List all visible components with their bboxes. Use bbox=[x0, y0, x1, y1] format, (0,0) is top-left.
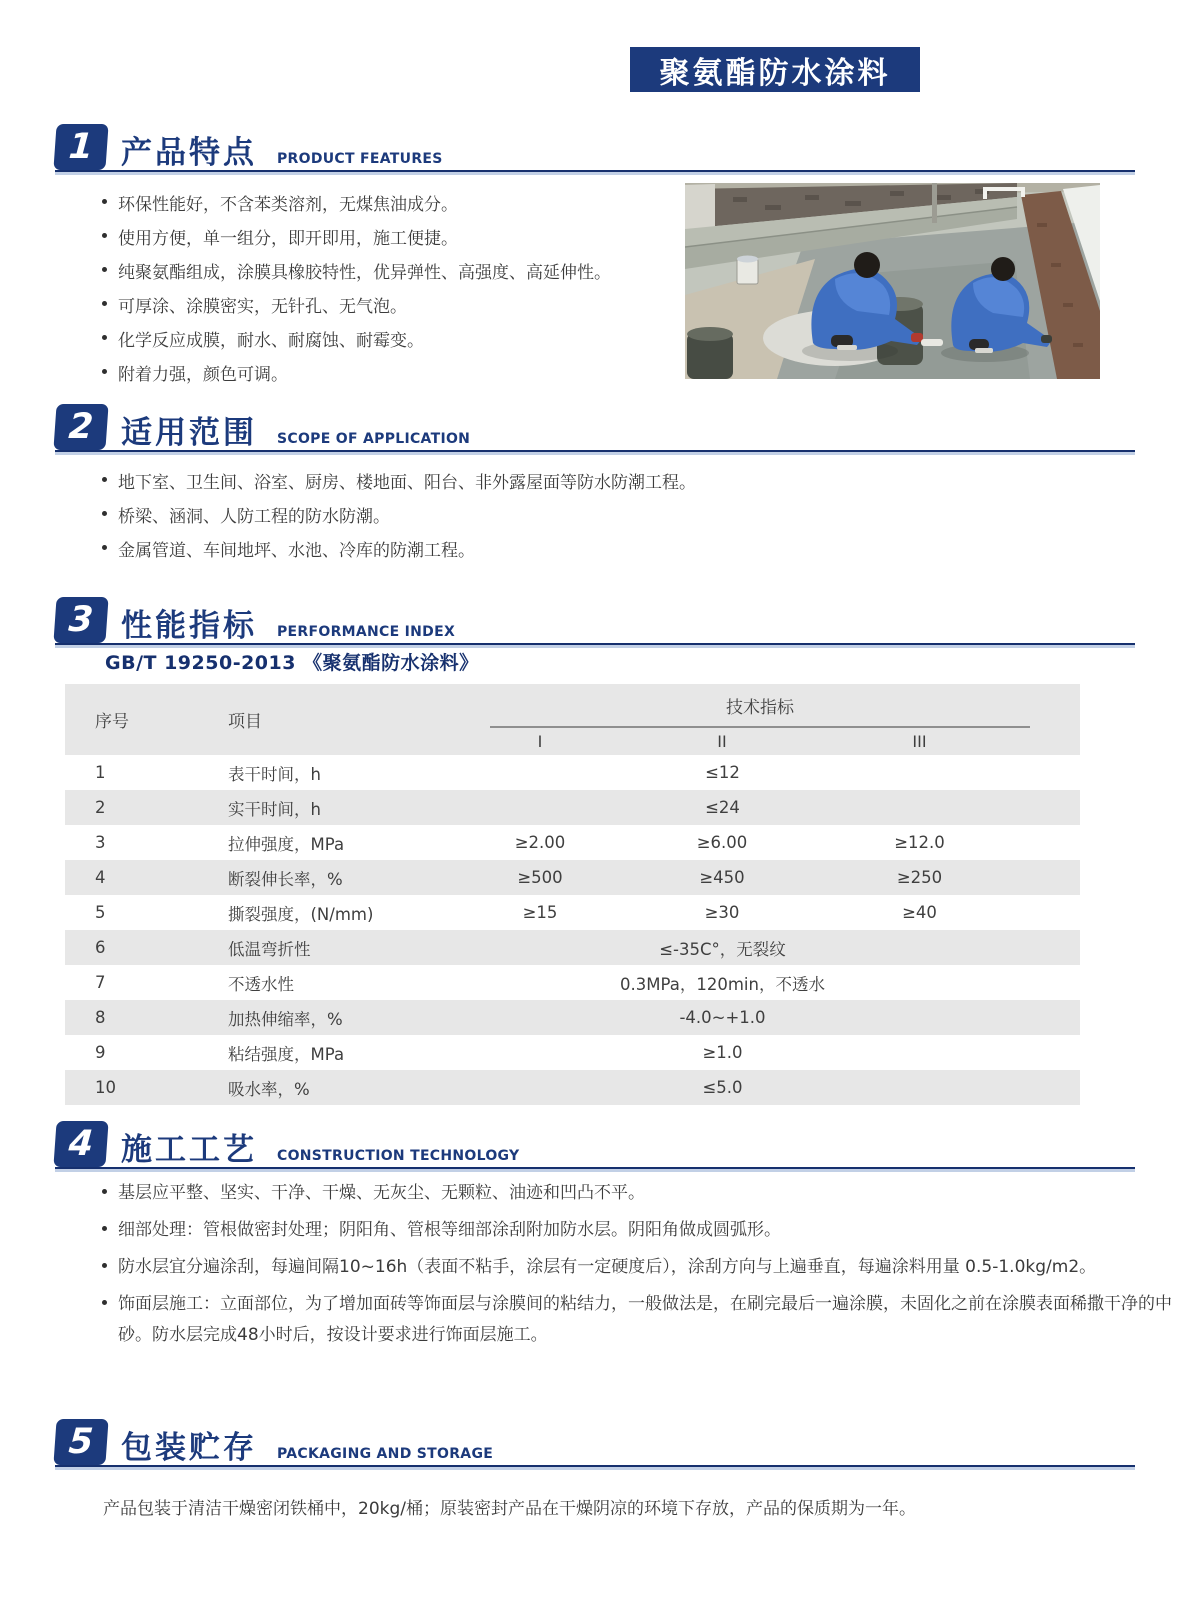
section-3-header bbox=[55, 597, 1135, 645]
feature-bullet: 可厚涂、涂膜密实，无针孔、无气泡。 bbox=[100, 290, 700, 324]
product-title-banner bbox=[630, 47, 920, 92]
packaging-storage-text: 产品包装于清洁干燥密闭铁桶中，20kg/桶；原装密封产品在干燥阴凉的环境下存放，产品的保质期为一年。 bbox=[103, 1499, 916, 1519]
product-photo bbox=[685, 183, 1100, 379]
application-bullet: 桥梁、涵洞、人防工程的防水防潮。 bbox=[100, 500, 880, 534]
feature-bullet: 化学反应成膜，耐水、耐腐蚀、耐霉变。 bbox=[100, 324, 700, 358]
section-4-header bbox=[55, 1121, 1135, 1169]
section-3-title-cn: 性能指标 bbox=[121, 608, 257, 645]
table-row: 1 表干时间，h ≤12 bbox=[95, 763, 740, 784]
col-header-no: 序号 bbox=[65, 684, 200, 755]
feature-bullet: 附着力强，颜色可调。 bbox=[100, 358, 700, 392]
level-1-header: I bbox=[485, 728, 595, 755]
standard-reference: GB/T 19250-2013 《聚氨酯防水涂料》 bbox=[105, 652, 479, 674]
feature-bullet: 环保性能好，不含苯类溶剂，无煤焦油成分。 bbox=[100, 188, 700, 222]
section-2-title-cn: 适用范围 bbox=[121, 415, 257, 452]
section-2-header bbox=[55, 404, 1135, 452]
section-5-title-cn: 包装贮存 bbox=[121, 1430, 257, 1467]
table-row: 4 断裂伸长率，% ≥500 ≥450 ≥250 bbox=[65, 860, 1080, 895]
table-header-row bbox=[65, 684, 1080, 728]
construction-bullet: 细部处理：管根做密封处理；阴阳角、管根等细部涂刮附加防水层。阴阳角做成圆弧形。 bbox=[100, 1215, 1175, 1246]
section-1-title-cn: 产品特点 bbox=[121, 135, 257, 172]
application-bullet: 金属管道、车间地坪、水池、冷库的防潮工程。 bbox=[100, 534, 880, 568]
construction-bullet: 基层应平整、坚实、干净、干燥、无灰尘、无颗粒、油迹和凹凸不平。 bbox=[100, 1178, 1175, 1209]
tech-index-label: 技术指标 bbox=[726, 698, 794, 718]
table-row: 3 拉伸强度，MPa ≥2.00 ≥6.00 ≥12.0 bbox=[95, 833, 945, 854]
section-4-title-en: CONSTRUCTION TECHNOLOGY bbox=[277, 1148, 520, 1165]
section-3-number: 3 bbox=[53, 597, 108, 643]
small-bucket bbox=[737, 256, 758, 285]
section-2-number: 2 bbox=[53, 404, 108, 450]
table-row: 7 不透水性 0.3MPa，120min，不透水 bbox=[95, 973, 825, 994]
application-bullet: 地下室、卫生间、浴室、厨房、楼地面、阳台、非外露屋面等防水防潮工程。 bbox=[100, 466, 880, 500]
table-row: 10 吸水率，% ≤5.0 bbox=[65, 1070, 1080, 1105]
construction-bullet: 饰面层施工：立面部位，为了增加面砖等饰面层与涂膜间的粘结力，一般做法是，在刷完最后一遍涂膜，未固化之前在涂膜表面稀撒干净的中砂。防水层完成48小时后，按设计要求进行饰面层施工。 bbox=[100, 1289, 1175, 1351]
table-row: 5 撕裂强度，(N/mm) ≥15 ≥30 ≥40 bbox=[95, 903, 937, 924]
application-list bbox=[100, 466, 880, 568]
pipe bbox=[932, 183, 937, 223]
table-row: 8 加热伸缩率，% -4.0~+1.0 bbox=[65, 1000, 1080, 1035]
section-1-number: 1 bbox=[53, 124, 108, 170]
table-row: 2 实干时间，h ≤24 bbox=[65, 790, 1080, 825]
section-4-number: 4 bbox=[53, 1121, 108, 1167]
product-title: 聚氨酯防水涂料 bbox=[659, 55, 891, 91]
rooftop-workers-illustration bbox=[685, 183, 1100, 379]
level-3-header: III bbox=[849, 728, 1080, 755]
section-3-title-en: PERFORMANCE INDEX bbox=[277, 624, 456, 641]
performance-index-table bbox=[65, 684, 1080, 1105]
feature-list bbox=[100, 188, 700, 392]
section-5-header bbox=[55, 1419, 1135, 1467]
section-1-header bbox=[55, 124, 1135, 172]
table-row: 6 低温弯折性 ≤-35C°，无裂纹 bbox=[65, 930, 1080, 965]
construction-list bbox=[100, 1178, 1175, 1357]
paint-drum-left bbox=[687, 327, 733, 379]
feature-bullet: 使用方便，单一组分，即开即用，施工便捷。 bbox=[100, 222, 700, 256]
section-5-title-en: PACKAGING AND STORAGE bbox=[277, 1446, 494, 1463]
construction-bullet: 防水层宜分遍涂刮，每遍间隔10~16h（表面不粘手，涂层有一定硬度后），涂刮方向与上遍垂直，每遍涂料用量 0.5-1.0kg/m2。 bbox=[100, 1252, 1175, 1283]
table-row: 9 粘结强度，MPa ≥1.0 bbox=[95, 1043, 743, 1064]
section-5-number: 5 bbox=[53, 1419, 108, 1465]
section-4-title-cn: 施工工艺 bbox=[121, 1132, 257, 1169]
level-2-header: II bbox=[595, 728, 849, 755]
feature-bullet: 纯聚氨酯组成，涂膜具橡胶特性，优异弹性、高强度、高延伸性。 bbox=[100, 256, 700, 290]
col-header-item: 项目 bbox=[200, 684, 485, 755]
section-1-title-en: PRODUCT FEATURES bbox=[277, 151, 443, 168]
col-header-tech bbox=[485, 684, 1080, 728]
section-2-title-en: SCOPE OF APPLICATION bbox=[277, 431, 471, 448]
